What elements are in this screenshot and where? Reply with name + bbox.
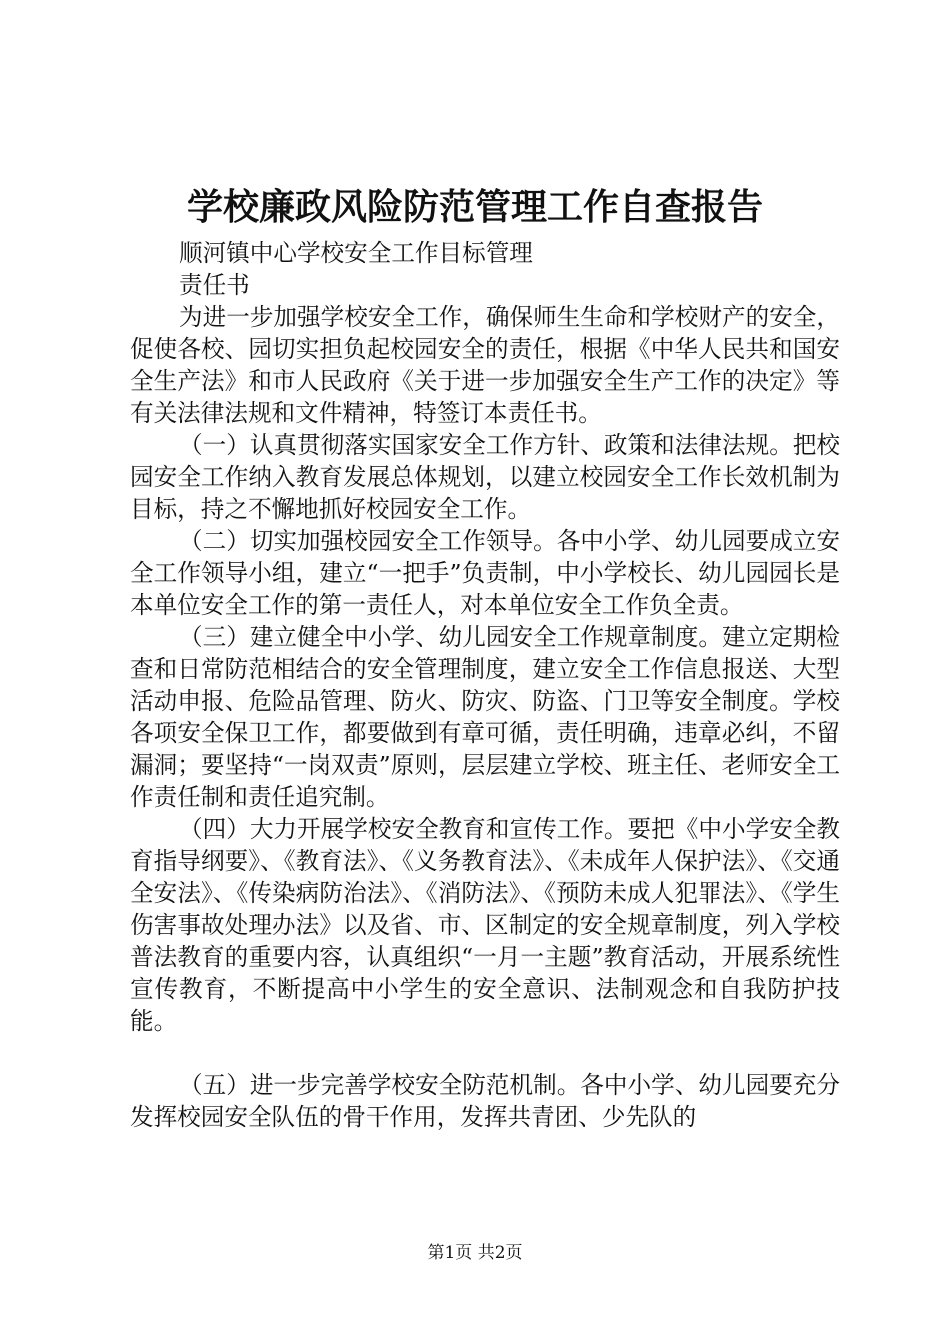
paragraph-intro: 为进一步加强学校安全工作，确保师生生命和学校财产的安全，促使各校、园切实担负起校园安全的责任，根据《中华人民共和国安全生产法》和市人民政府《关于进一步加强安全生产工作的决定》等有关法律法规和文件精神，特签订本责任书。 [130,303,840,427]
document-title: 学校廉政风险防范管理工作自查报告 [186,186,763,228]
page-footer: 第1页 共2页 [427,1243,523,1263]
paragraph-5: （五）进一步完善学校安全防范机制。各中小学、幼儿园要充分发挥校园安全队伍的骨干作用，发挥共青团、少先队的 [130,1071,840,1131]
subtitle-line-1: 顺河镇中心学校安全工作目标管理 [179,239,533,267]
paragraph-3: （三）建立健全中小学、幼儿园安全工作规章制度。建立定期检查和日常防范相结合的安全管理制度，建立安全工作信息报送、大型活动申报、危险品管理、防火、防灾、防盗、门卫等安全制度。学校各项安全保卫工作，都要做到有章可循，责任明确，违章必纠，不留漏洞；要坚持“一岗双责”原则，层层建立学校、班主任、老师安全工作责任制和责任追究制。 [130,623,840,811]
paragraph-1: （一）认真贯彻落实国家安全工作方针、政策和法律法规。把校园安全工作纳入教育发展总体规划，以建立校园安全工作长效机制为目标，持之不懈地抓好校园安全工作。 [130,431,840,523]
paragraph-2: （二）切实加强校园安全工作领导。各中小学、幼儿园要成立安全工作领导小组，建立“一把手”负责制，中小学校长、幼儿园园长是本单位安全工作的第一责任人，对本单位安全工作负全责。 [130,527,840,619]
subtitle-line-2: 责任书 [179,271,250,299]
document-body [130,237,840,1133]
paragraph-4: （四）大力开展学校安全教育和宣传工作。要把《中小学安全教育指导纲要》、《教育法》、《义务教育法》、《未成年人保护法》、《交通全安法》、《传染病防治法》、《消防法》、《预防未成人犯罪法》、《学生伤害事故处理办法》以及省、市、区制定的安全规章制度，列入学校普法教育的重要内容，认真组织“一月一主题”教育活动，开展系统性宣传教育，不断提高中小学生的安全意识、法制观念和自我防护技能。 [130,815,840,1035]
